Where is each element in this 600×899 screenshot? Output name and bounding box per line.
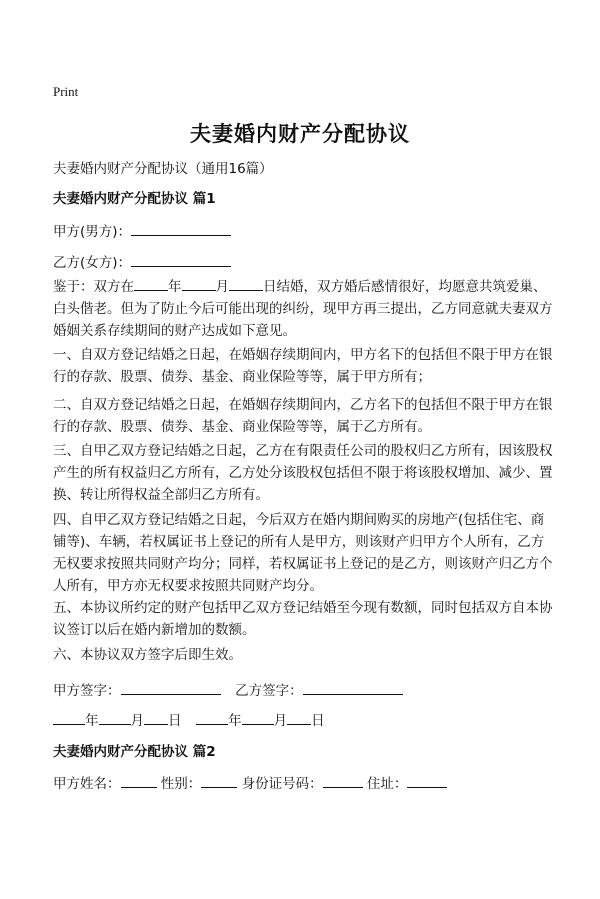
date-day-label: 日 bbox=[311, 713, 325, 729]
clause-1: 一、自双方登记结婚之日起，在婚姻存续期间内，甲方名下的包括但不限于甲方在银行的存款、股票、债券、基金、商业保险等等，属于甲方所有； bbox=[53, 347, 553, 385]
preamble-year: 年 bbox=[168, 279, 182, 295]
address-blank bbox=[407, 773, 447, 788]
date-blank bbox=[287, 710, 311, 725]
clause-2: 二、自双方登记结婚之日起，在婚姻存续期间内，乙方名下的包括但不限于甲方在银行的存款、股票、债券、基金、商业保险等等，属于乙方所有。 bbox=[53, 397, 553, 435]
preamble-month: 月 bbox=[215, 279, 229, 295]
date-month-label: 月 bbox=[130, 713, 144, 729]
gender-label: 性别： bbox=[160, 776, 202, 792]
preamble-text: 鉴于：双方在 bbox=[53, 279, 134, 295]
print-label[interactable]: Print bbox=[53, 84, 79, 99]
year-blank bbox=[134, 276, 168, 291]
name-label: 甲方姓名： bbox=[53, 776, 121, 792]
date-blank bbox=[196, 710, 228, 725]
address-label: 住址： bbox=[366, 776, 408, 792]
date-blank bbox=[99, 710, 131, 725]
preamble-text-3: 、白头偕老。但为了防止今后可能出现的纠纷，现甲方再三提出，乙方同意就夫妻双方婚姻关系存续期间的财产达成如下意见。 bbox=[53, 279, 553, 339]
date-month-label: 月 bbox=[273, 713, 288, 729]
page-title: 夫妻婚内财产分配协议 bbox=[190, 122, 410, 146]
sign-a-label: 甲方签字： bbox=[53, 683, 121, 699]
signature-row bbox=[53, 679, 403, 699]
date-blank bbox=[53, 710, 85, 725]
party-a-row bbox=[53, 220, 231, 240]
date-year-label: 年 bbox=[85, 713, 99, 729]
preamble-paragraph bbox=[53, 276, 553, 342]
id-blank bbox=[323, 773, 363, 788]
date-blank bbox=[242, 710, 274, 725]
clause-4: 四、自甲乙双方登记结婚之日起，今后双方在婚内期间购买的房地产(包括住宅、商铺等)、车辆，若权属证书上登记的所有人是甲方，则该财产归甲方个人所有，乙方无权要求按照共同财产均分；同样，若权属证书上登记的是乙方，则该财产归乙方个人所有，甲方亦无权要求按照共同财产均分。 bbox=[53, 512, 553, 594]
party-a-label: 甲方(男方)： bbox=[53, 224, 132, 240]
gender-blank bbox=[201, 773, 237, 788]
clause-6: 六、本协议双方签字后即生效。 bbox=[53, 647, 242, 663]
date-row bbox=[53, 709, 325, 729]
sign-b-blank bbox=[303, 680, 403, 695]
personal-info-row bbox=[53, 772, 447, 792]
clause-5: 五、本协议所约定的财产包括甲乙双方登记结婚至今现有数额，同时包括双方自本协议签订以后在婚内新增加的数额。 bbox=[53, 600, 553, 638]
sign-a-blank bbox=[121, 680, 221, 695]
party-b-label: 乙方(女方)： bbox=[53, 255, 132, 271]
clause-3: 三、自甲乙双方登记结婚之日起，乙方在有限责任公司的股权归乙方所有，因该股权产生的所有权益归乙方所有，乙方处分该股权包括但不限于将该股权增加、减少、置换、转让所得权益全部归乙方所有。 bbox=[53, 443, 553, 503]
id-label: 身份证号码： bbox=[241, 776, 323, 792]
section-2-heading: 夫妻婚内财产分配协议 篇2 bbox=[53, 744, 216, 760]
date-blank bbox=[144, 710, 168, 725]
date-year-label: 年 bbox=[228, 713, 242, 729]
day-blank bbox=[229, 276, 263, 291]
name-blank bbox=[121, 773, 157, 788]
party-a-blank bbox=[131, 221, 231, 236]
doc-subtitle: 夫妻婚内财产分配协议（通用16篇） bbox=[53, 161, 273, 177]
party-b-blank bbox=[131, 252, 231, 267]
preamble-text-2: 日结婚，双方婚后感情很好，均愿意共筑爱巢 bbox=[263, 279, 533, 295]
sign-b-label: 乙方签字： bbox=[235, 683, 303, 699]
party-b-row bbox=[53, 251, 231, 271]
month-blank bbox=[182, 276, 216, 291]
date-day-label: 日 bbox=[168, 713, 182, 729]
section-1-heading: 夫妻婚内财产分配协议 篇1 bbox=[53, 191, 216, 207]
